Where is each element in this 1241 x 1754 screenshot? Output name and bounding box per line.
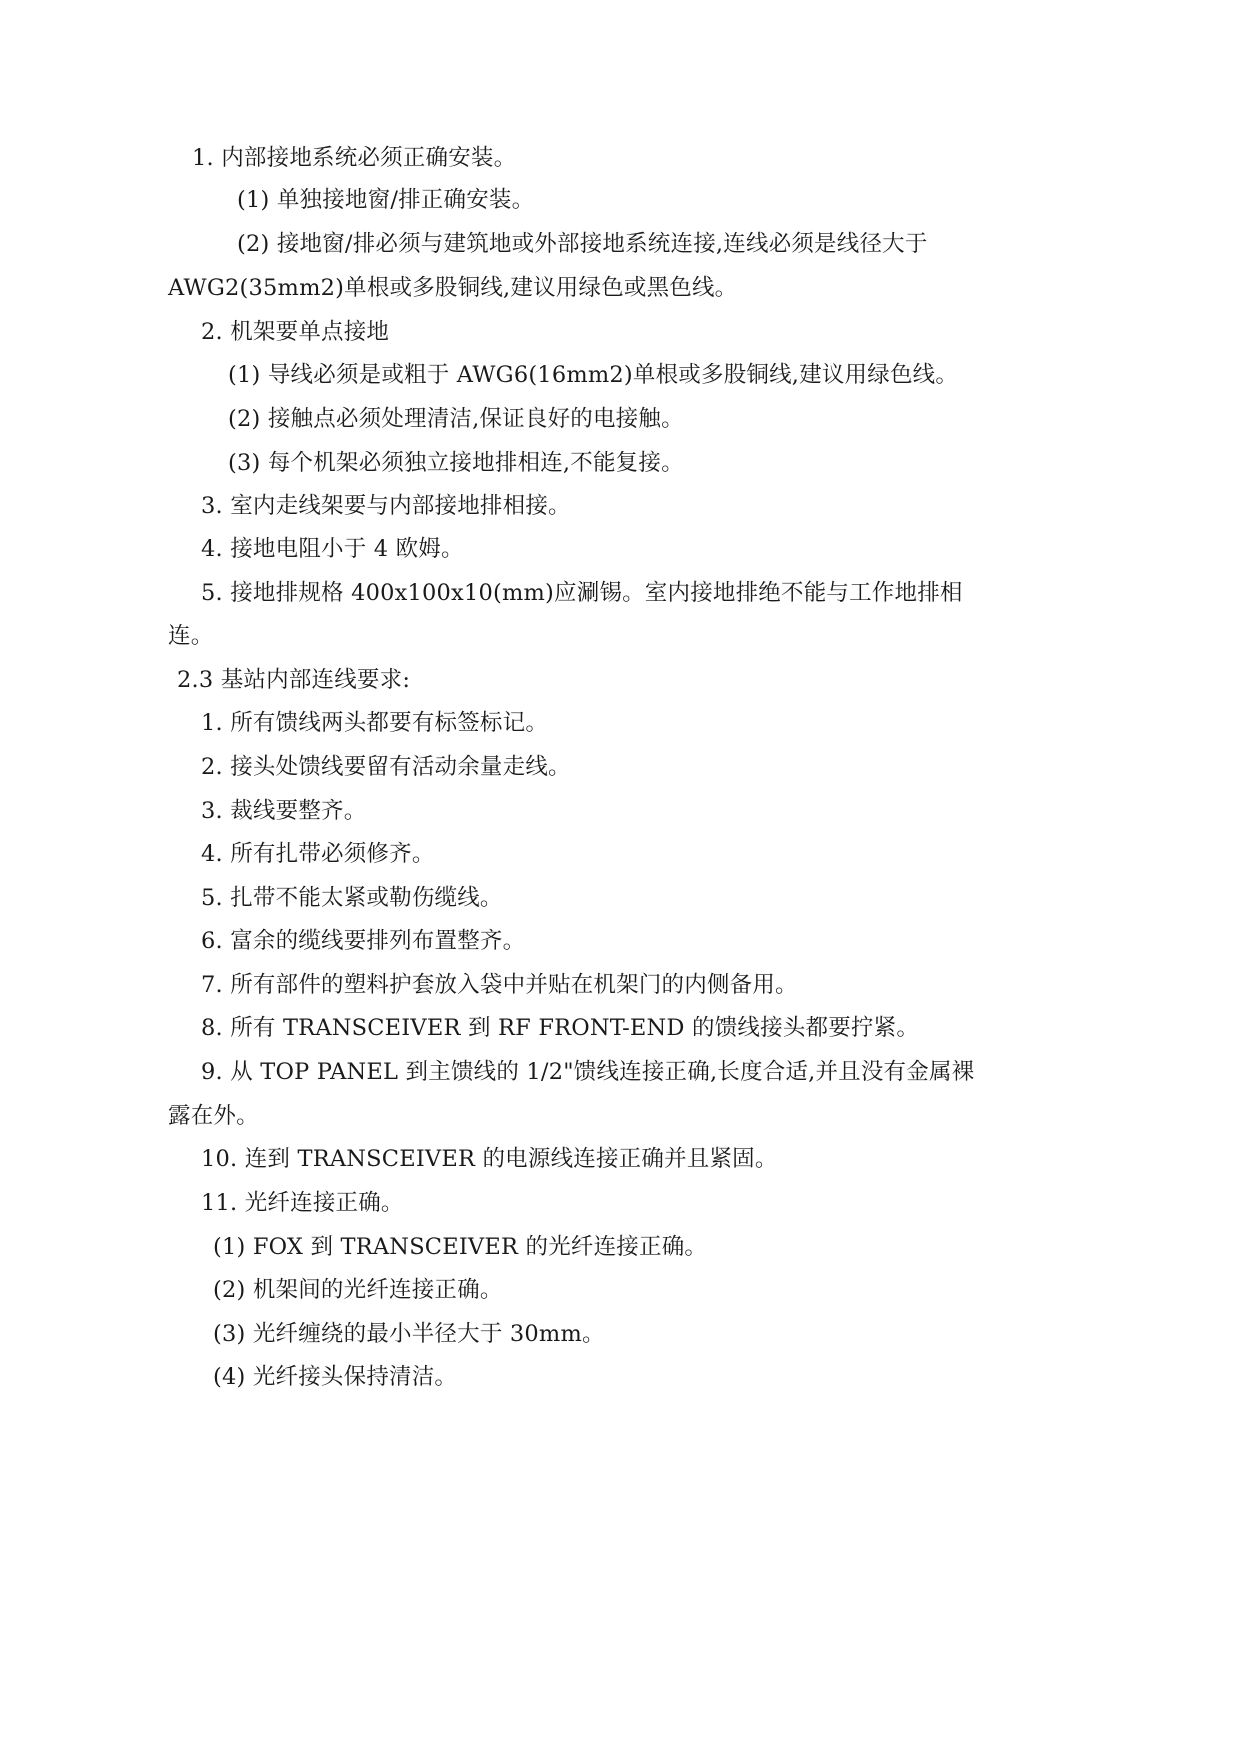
text-line: 2. 机架要单点接地 [201, 319, 390, 345]
text-line: (2) 接地窗/排必须与建筑地或外部接地系统连接,连线必须是线径大于 [237, 231, 928, 257]
text-line: 10. 连到 TRANSCEIVER 的电源线连接正确并且紧固。 [201, 1146, 778, 1172]
text-line: 6. 富余的缆线要排列布置整齐。 [201, 928, 526, 954]
text-line: 3. 裁线要整齐。 [201, 798, 367, 824]
text-line: (1) 单独接地窗/排正确安装。 [237, 187, 535, 213]
text-line: 5. 扎带不能太紧或勒伤缆线。 [201, 885, 503, 911]
text-line: 1. 所有馈线两头都要有标签标记。 [201, 710, 549, 736]
text-line: 8. 所有 TRANSCEIVER 到 RF FRONT-END 的馈线接头都要拧紧。 [201, 1015, 920, 1041]
text-line: (4) 光纤接头保持清洁。 [213, 1364, 458, 1390]
text-line: (3) 每个机架必须独立接地排相连,不能复接。 [228, 450, 684, 476]
text-line: 2. 接头处馈线要留有活动余量走线。 [201, 754, 571, 780]
text-line: 4. 所有扎带必须修齐。 [201, 841, 435, 867]
text-line: (1) FOX 到 TRANSCEIVER 的光纤连接正确。 [213, 1234, 708, 1260]
text-line: 1. 内部接地系统必须正确安装。 [192, 145, 517, 171]
text-line: 露在外。 [168, 1103, 259, 1129]
text-line: (3) 光纤缠绕的最小半径大于 30mm。 [213, 1321, 605, 1347]
section-heading: 2.3 基站内部连线要求: [177, 667, 411, 693]
text-line: (2) 机架间的光纤连接正确。 [213, 1277, 503, 1303]
text-line: 3. 室内走线架要与内部接地排相接。 [201, 493, 571, 519]
text-line: (1) 导线必须是或粗于 AWG6(16mm2)单根或多股铜线,建议用绿色线。 [228, 362, 959, 388]
text-line: 4. 接地电阻小于 4 欧姆。 [201, 536, 464, 562]
text-line: 5. 接地排规格 400x100x10(mm)应涮锡。室内接地排绝不能与工作地排相 [201, 580, 963, 606]
text-line: (2) 接触点必须处理清洁,保证良好的电接触。 [228, 406, 684, 432]
text-line: 9. 从 TOP PANEL 到主馈线的 1/2"馈线连接正确,长度合适,并且没有金属裸 [201, 1059, 975, 1085]
text-line: 连。 [168, 623, 214, 649]
text-line: AWG2(35mm2)单根或多股铜线,建议用绿色或黑色线。 [168, 275, 738, 301]
text-line: 7. 所有部件的塑料护套放入袋中并贴在机架门的内侧备用。 [201, 972, 798, 998]
text-line: 11. 光纤连接正确。 [201, 1190, 404, 1216]
